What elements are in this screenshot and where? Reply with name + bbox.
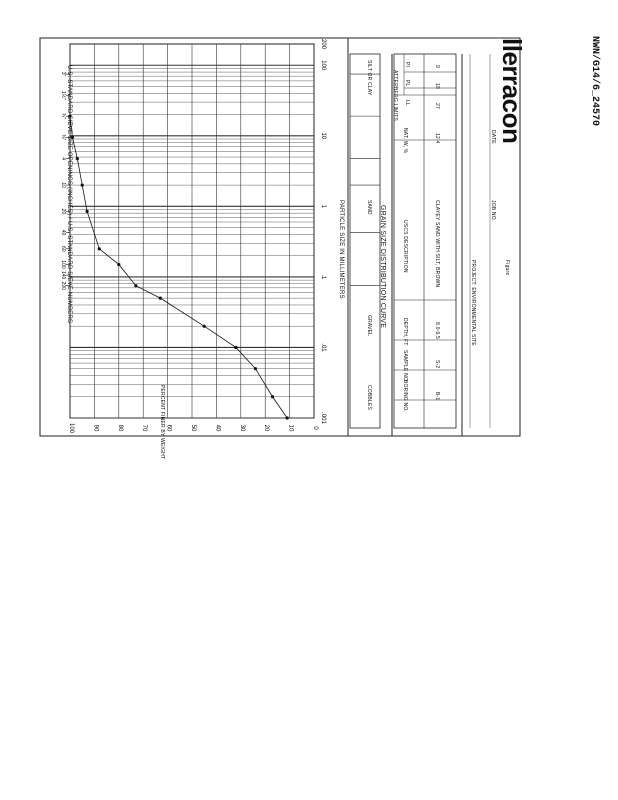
class-silt-clay: SILT OR CLAY	[366, 60, 372, 96]
x-tick-label: 100	[320, 60, 326, 71]
footer-date: DATE	[490, 130, 496, 144]
y-tick-label: 70	[141, 424, 148, 432]
sieve-tick-label: ¾"	[60, 113, 66, 120]
plot-area	[68, 44, 314, 420]
sieve-tick-label: 100	[60, 260, 66, 269]
company-logo: llerracon	[497, 38, 527, 144]
sieve-tick-label: 140	[60, 270, 66, 280]
header-boring: BORING NO.	[402, 380, 408, 413]
data-point	[254, 367, 257, 370]
y-tick-label: 40	[214, 424, 221, 432]
x-tick-label: .01	[320, 343, 326, 352]
header-ll: LL	[404, 100, 410, 106]
class-cobbles: COBBLES	[366, 385, 372, 411]
data-point	[98, 247, 101, 250]
y-tick-label: 90	[92, 424, 99, 432]
sieve-tick-label: 40	[60, 229, 66, 236]
sieve-tick-label: 1½"	[60, 90, 66, 100]
cell-depth: 8.0-9.5	[434, 322, 440, 339]
sieve-tick-label: 60	[60, 246, 66, 252]
data-point	[159, 297, 162, 300]
x-tick-label: 10	[320, 132, 326, 140]
top-axis-label: U.S. STANDARD SIEVE SIZE OPENINGS (INCHES) / U.S. STANDARD SIEVE NUMBERS	[66, 65, 72, 324]
classification-band	[350, 54, 380, 428]
sieve-tick-label: 10	[60, 182, 66, 188]
header-pl: PL	[404, 80, 410, 87]
class-gravel: GRAVEL	[366, 315, 372, 337]
y-tick-label: 0	[312, 426, 318, 430]
y-tick-label: 20	[263, 424, 270, 432]
cell-boring: B-1	[434, 392, 440, 401]
header-water: NAT. W, %	[402, 128, 408, 154]
chart-title: GRAIN SIZE DISTRIBUTION CURVE	[379, 205, 386, 329]
data-point	[203, 325, 206, 328]
sieve-tick-label: 20	[60, 208, 66, 215]
cell-description: CLAYEY SAND WITH SILT, BROWN	[434, 200, 440, 288]
cell-sample: S-2	[434, 360, 440, 369]
sieve-tick-label: 4	[60, 157, 66, 160]
cell-water: 12.4	[434, 133, 440, 144]
header-description: USCS DESCRIPTION	[402, 220, 408, 273]
data-point	[234, 346, 237, 349]
class-sand: SAND	[366, 200, 372, 215]
y-tick-label: 80	[116, 424, 123, 432]
data-point	[286, 416, 289, 419]
x-tick-label: .001	[320, 412, 326, 424]
sieve-tick-label: ⅜"	[60, 134, 66, 141]
series-line	[70, 116, 287, 418]
cell-pl: 18	[434, 83, 440, 89]
x-tick-label: 200	[320, 38, 326, 50]
data-point	[271, 395, 274, 398]
footer-job: JOB NO.	[490, 200, 496, 222]
data-point	[134, 284, 137, 287]
y-tick-label: 30	[238, 424, 245, 432]
x-tick-label: 1	[320, 204, 326, 209]
data-point	[81, 184, 84, 187]
data-point	[85, 210, 88, 213]
sieve-tick-label: 3"	[60, 71, 66, 77]
footer-project: PROJECT: ENVIRONMENTAL SITE	[470, 260, 476, 346]
header-depth: DEPTH, FT.	[402, 318, 408, 347]
cell-pi: 9	[434, 65, 440, 68]
document-id: NWN/G14/6_24570	[589, 36, 600, 127]
header-limits: ATTERBERG LIMITS	[392, 70, 398, 121]
cell-ll: 27	[434, 103, 440, 109]
page-frame	[40, 38, 520, 436]
x-axis-label: PARTICLE SIZE IN MILLIMETERS	[338, 200, 344, 299]
footer-note: Figure	[504, 260, 510, 276]
axis-ticks	[60, 39, 326, 434]
y-tick-label: 60	[165, 424, 172, 432]
sieve-tick-label: 200	[60, 281, 66, 290]
y-axis-label: PERCENT FINER BY WEIGHT	[159, 385, 165, 460]
y-tick-label: 50	[190, 424, 196, 432]
x-tick-label: .1	[320, 274, 326, 280]
y-tick-label: 10	[287, 424, 294, 432]
results-table	[350, 54, 490, 428]
header-pi: PI	[404, 62, 410, 68]
y-tick-label: 100	[68, 422, 74, 434]
data-point	[76, 157, 79, 160]
data-point	[117, 263, 120, 266]
header-sample: SAMPLE NO.	[402, 350, 408, 383]
